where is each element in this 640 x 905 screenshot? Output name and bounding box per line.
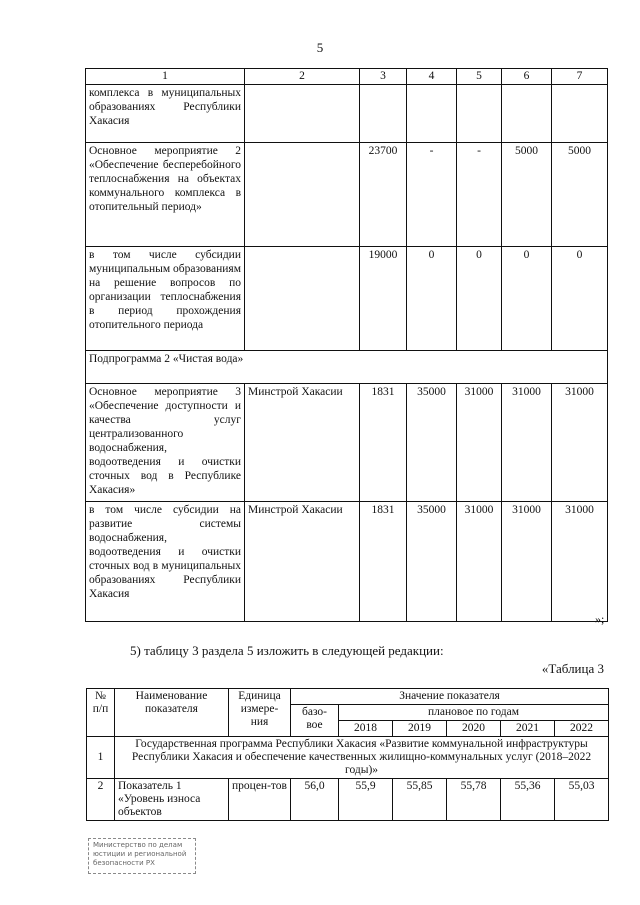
table-header-row — [86, 69, 608, 85]
header-cell: 6 — [502, 69, 552, 85]
row-number: 2 — [87, 779, 115, 821]
table-row — [86, 384, 608, 502]
header-year: 2022 — [555, 721, 609, 737]
row-description: в том числе субсидии на развитие системы водоснабжения, водоотведения и очистки сточных вод в муниципальных образованиях Республики Хакасия — [86, 502, 245, 622]
amendment-paragraph: 5) таблицу 3 раздела 5 изложить в следующей редакции: — [130, 643, 444, 658]
table-row — [86, 247, 608, 351]
row-value: 19000 — [360, 247, 407, 351]
indicator-value: 55,36 — [501, 779, 555, 821]
header-unit: Единица измере-ния — [229, 689, 291, 737]
indicator-value: 55,9 — [339, 779, 393, 821]
row-value: 0 — [502, 247, 552, 351]
table-label: «Таблица 3 — [541, 661, 604, 676]
indicator-name: Показатель 1 «Уровень износа объектов — [115, 779, 229, 821]
row-value: 0 — [552, 247, 608, 351]
row-value — [502, 85, 552, 143]
registration-stamp: Министерство по делам юстиции и региональной безопасности РХ — [88, 838, 196, 874]
page-number: 5 — [316, 40, 324, 55]
indicator-value: 55,85 — [393, 779, 447, 821]
table-row — [86, 502, 608, 622]
header-base: базо-вое — [291, 705, 339, 737]
row-value — [407, 85, 457, 143]
row-value: 23700 — [360, 143, 407, 247]
header-cell: 2 — [245, 69, 360, 85]
row-value: 31000 — [457, 384, 502, 502]
table-row — [87, 779, 609, 821]
row-executor: Минстрой Хакасии — [245, 384, 360, 502]
indicator-value: 55,03 — [555, 779, 609, 821]
row-executor — [245, 85, 360, 143]
header-year: 2018 — [339, 721, 393, 737]
row-value: 1831 — [360, 502, 407, 622]
header-num: № п/п — [87, 689, 115, 737]
header-year: 2020 — [447, 721, 501, 737]
row-description: Основное мероприятие 3 «Обеспечение доступности и качества услуг централизованного водоснабжения, водоотведения и очистки сточных вод в Республике Хакасия» — [86, 384, 245, 502]
row-value: 5000 — [552, 143, 608, 247]
row-value: 31000 — [457, 502, 502, 622]
program-row — [87, 737, 609, 779]
indicator-base: 56,0 — [291, 779, 339, 821]
header-cell: 7 — [552, 69, 608, 85]
row-value: 5000 — [502, 143, 552, 247]
header-indicator-name: Наименование показателя — [115, 689, 229, 737]
subprogram-title: Подпрограмма 2 «Чистая вода» — [86, 351, 608, 384]
table-row — [86, 85, 608, 143]
row-value: - — [407, 143, 457, 247]
indicator-value: 55,78 — [447, 779, 501, 821]
budget-table — [85, 68, 608, 622]
row-value: 0 — [407, 247, 457, 351]
row-value: 0 — [457, 247, 502, 351]
indicators-table — [86, 688, 609, 821]
row-number: 1 — [87, 737, 115, 779]
row-value — [360, 85, 407, 143]
row-executor: Минстрой Хакасии — [245, 502, 360, 622]
row-value: 31000 — [502, 384, 552, 502]
header-cell: 1 — [86, 69, 245, 85]
closing-quote: »; — [595, 612, 605, 626]
table-row — [86, 143, 608, 247]
row-value: - — [457, 143, 502, 247]
program-title: Государственная программа Республики Хакасия «Развитие коммунальной инфраструктуры Республики Хакасия и обеспечение качественных жилищно-коммунальных услуг (2018–2022 годы)» — [115, 737, 609, 779]
row-value — [552, 85, 608, 143]
row-description: Основное мероприятие 2 «Обеспечение бесперебойного теплоснабжения на объектах коммунального комплекса в отопительный период» — [86, 143, 245, 247]
indicator-unit: процен-тов — [229, 779, 291, 821]
header-planned: плановое по годам — [339, 705, 609, 721]
row-value: 31000 — [552, 384, 608, 502]
header-indicator-value: Значение показателя — [291, 689, 609, 705]
row-value: 1831 — [360, 384, 407, 502]
row-value: 31000 — [552, 502, 608, 622]
row-value — [457, 85, 502, 143]
row-value: 31000 — [502, 502, 552, 622]
header-cell: 3 — [360, 69, 407, 85]
row-value: 35000 — [407, 502, 457, 622]
subprogram-row — [86, 351, 608, 384]
header-year: 2019 — [393, 721, 447, 737]
row-executor — [245, 143, 360, 247]
table-header-row — [87, 689, 609, 705]
header-cell: 5 — [457, 69, 502, 85]
row-executor — [245, 247, 360, 351]
row-value: 35000 — [407, 384, 457, 502]
header-year: 2021 — [501, 721, 555, 737]
header-cell: 4 — [407, 69, 457, 85]
row-description: в том числе субсидии муниципальным образованиям на решение вопросов по организации теплоснабжения в период прохождения отопительного периода — [86, 247, 245, 351]
row-description: комплекса в муниципальных образованиях Республики Хакасия — [86, 85, 245, 143]
